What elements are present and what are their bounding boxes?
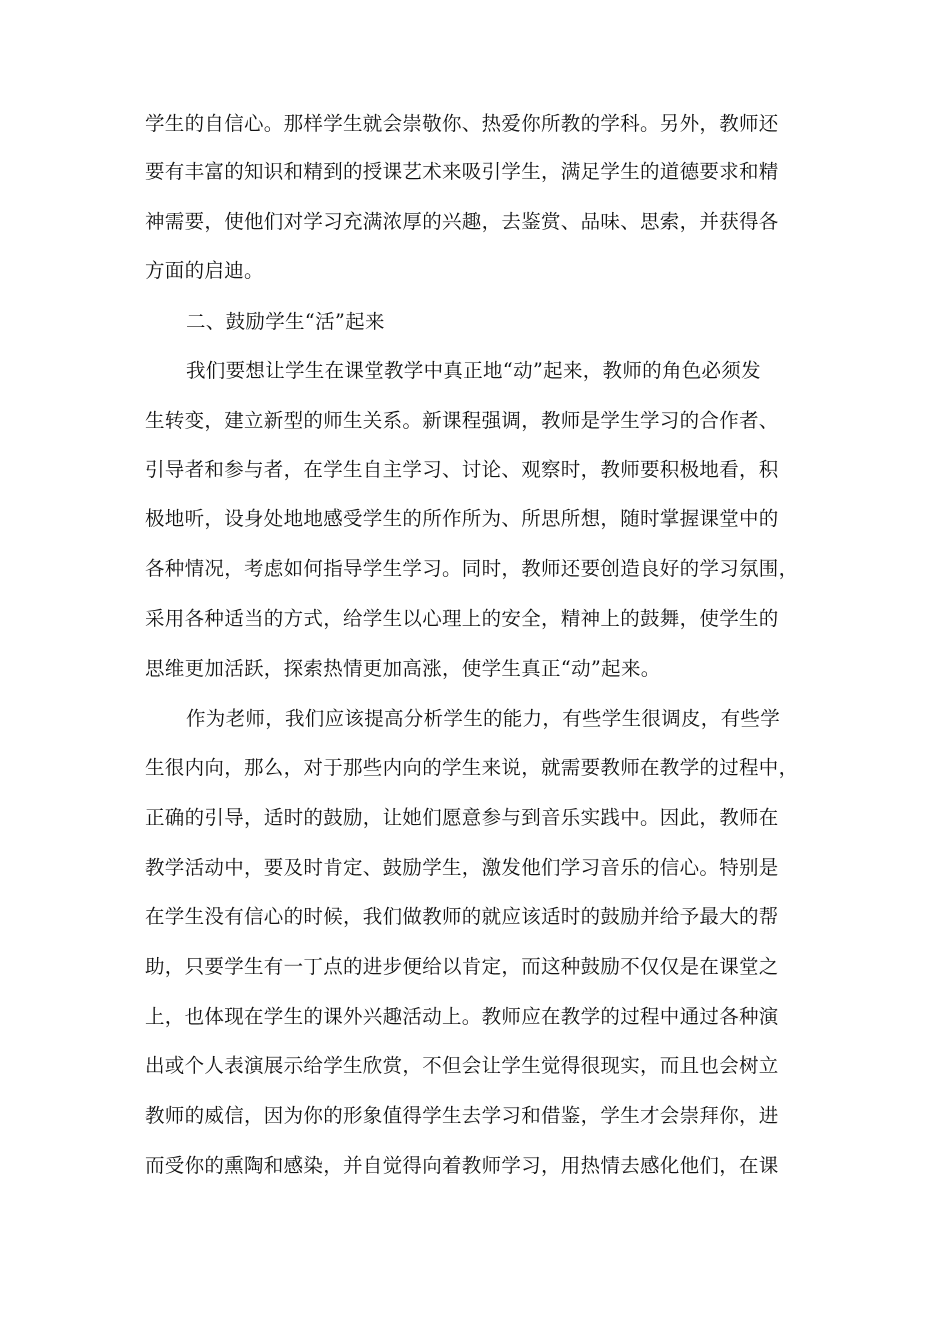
section-heading: 二、鼓励学生“活”起来 xyxy=(186,310,385,333)
text-line: 思维更加活跃，探索热情更加高涨，使学生真正“动”起来。 xyxy=(145,657,661,680)
text-line: 引导者和参与者，在学生自主学习、讨论、观察时，教师要积极地看，积 xyxy=(145,458,779,481)
text-line: 正确的引导，适时的鼓励，让她们愿意参与到音乐实践中。因此，教师在 xyxy=(145,806,779,829)
text-line: 生转变，建立新型的师生关系。新课程强调，教师是学生学习的合作者、 xyxy=(145,409,779,432)
text-line: 出或个人表演展示给学生欣赏，不但会让学生觉得很现实，而且也会树立 xyxy=(145,1054,779,1077)
text-line: 助，只要学生有一丁点的进步便给以肯定，而这种鼓励不仅仅是在课堂之 xyxy=(145,955,779,978)
text-line: 我们要想让学生在课堂教学中真正地“动”起来，教师的角色必须发 xyxy=(186,359,761,382)
text-line: 教师的威信，因为你的形象值得学生去学习和借鉴，学生才会崇拜你，进 xyxy=(145,1104,779,1127)
text-line: 各种情况，考虑如何指导学生学习。同时，教师还要创造良好的学习氛围， xyxy=(145,557,799,580)
text-line: 神需要，使他们对学习充满浓厚的兴趣，去鉴赏、品味、思索，并获得各 xyxy=(145,210,779,233)
text-line: 生很内向，那么，对于那些内向的学生来说，就需要教师在教学的过程中， xyxy=(145,756,799,779)
text-line: 在学生没有信心的时候，我们做教师的就应该适时的鼓励并给予最大的帮 xyxy=(145,905,779,928)
text-line: 上，也体现在学生的课外兴趣活动上。教师应在教学的过程中通过各种演 xyxy=(145,1005,779,1028)
text-line: 要有丰富的知识和精到的授课艺术来吸引学生，满足学生的道德要求和精 xyxy=(145,160,779,183)
text-line: 极地听，设身处地地感受学生的所作所为、所思所想，随时掌握课堂中的 xyxy=(145,507,779,530)
text-line: 作为老师，我们应该提高分析学生的能力，有些学生很调皮，有些学 xyxy=(186,707,781,730)
text-line: 采用各种适当的方式，给学生以心理上的安全，精神上的鼓舞，使学生的 xyxy=(145,607,779,630)
text-line: 而受你的熏陶和感染，并自觉得向着教师学习，用热情去感化他们，在课 xyxy=(145,1154,779,1177)
text-line: 教学活动中，要及时肯定、鼓励学生，激发他们学习音乐的信心。特别是 xyxy=(145,856,779,879)
text-line: 学生的自信心。那样学生就会崇敬你、热爱你所教的学科。另外，教师还 xyxy=(145,112,779,135)
text-line: 方面的启迪。 xyxy=(145,259,264,282)
